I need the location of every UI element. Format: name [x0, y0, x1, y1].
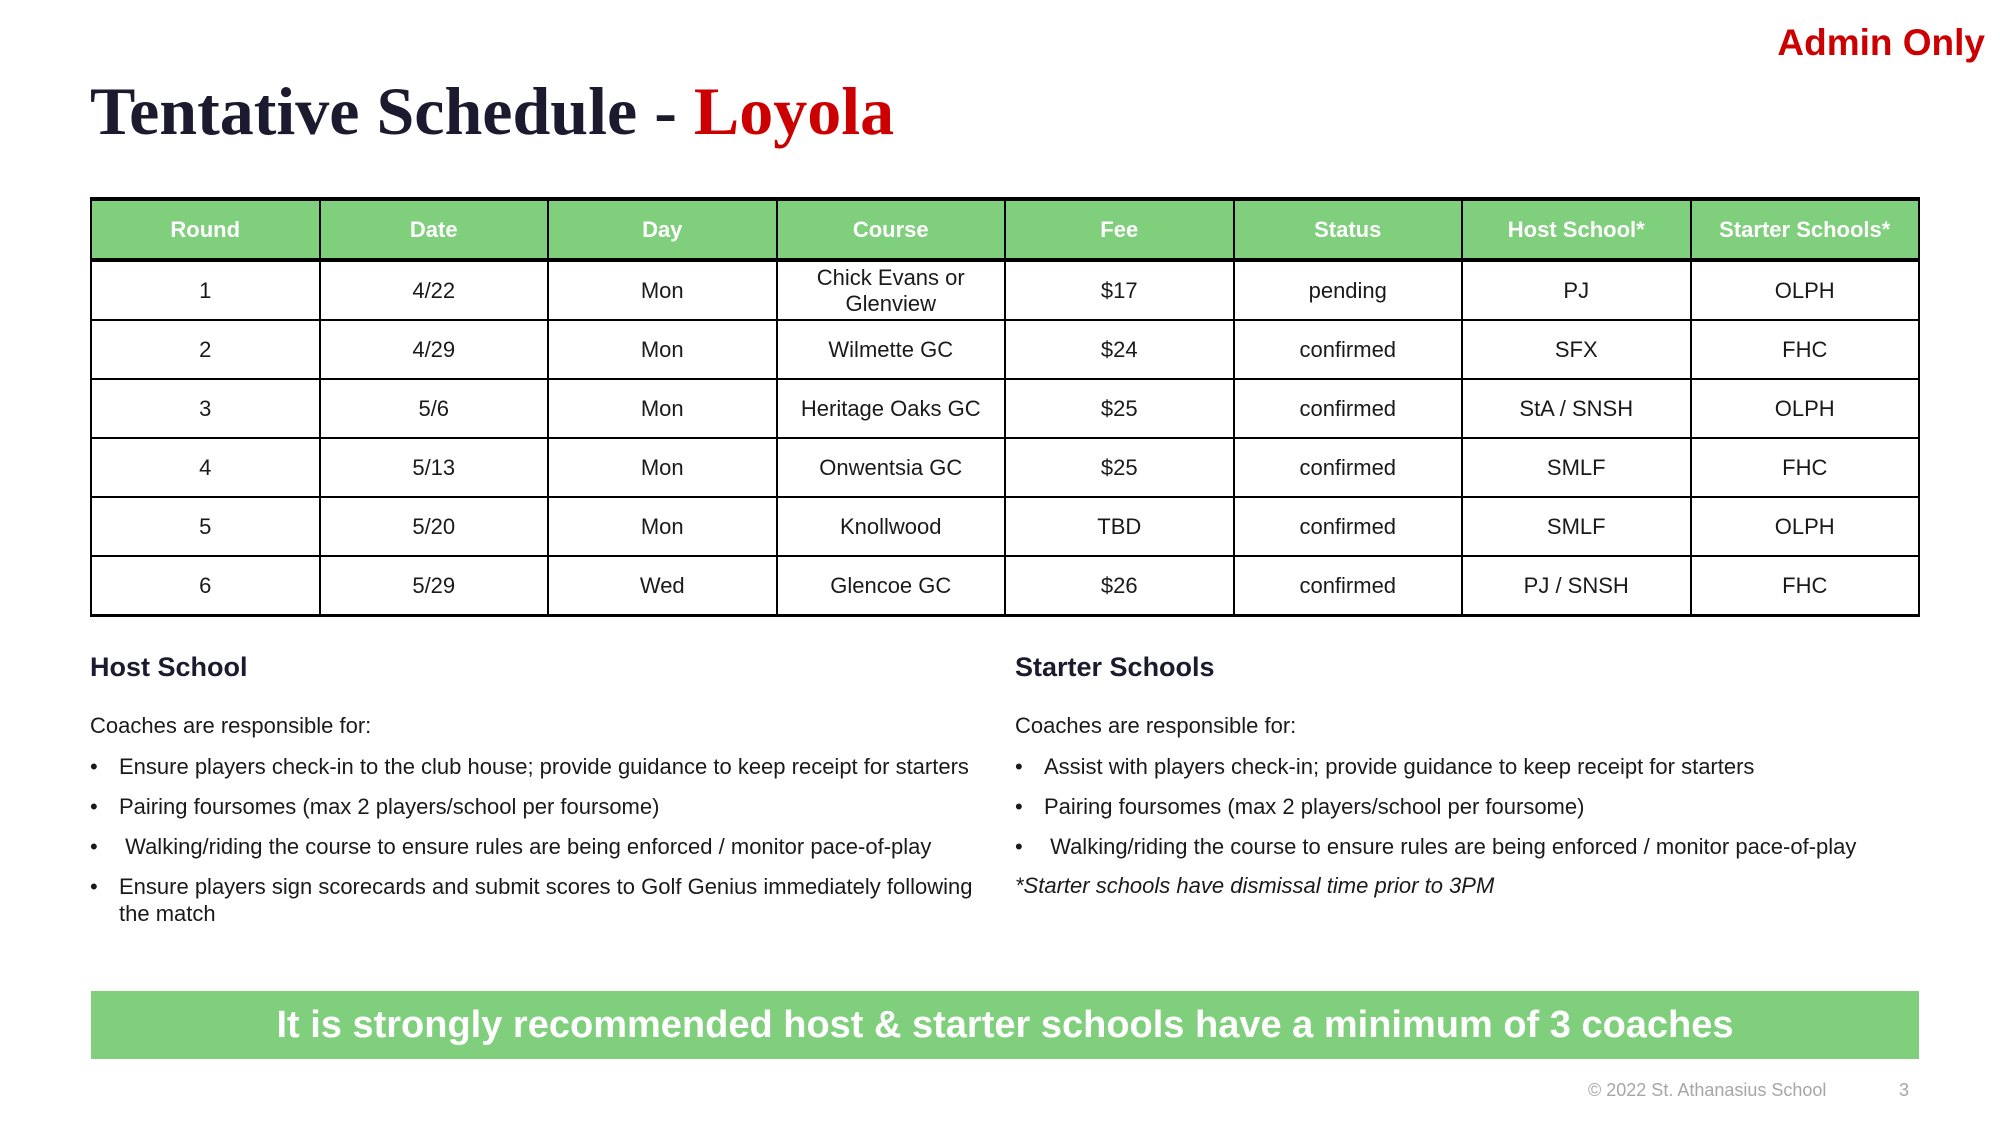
- host-school-section: [90, 652, 990, 940]
- list-item-text: Ensure players sign scorecards and submit scores to Golf Genius immediately following the match: [119, 874, 979, 926]
- list-item-text: Ensure players check-in to the club house; provide guidance to keep receipt for starters: [119, 754, 969, 779]
- list-item-text: Assist with players check-in; provide guidance to keep receipt for starters: [1044, 754, 1755, 779]
- table-cell: $26: [1005, 556, 1234, 616]
- table-cell: 5/13: [320, 438, 549, 497]
- column-header: Date: [320, 199, 549, 260]
- page-title: [90, 72, 894, 151]
- footer-copyright: © 2022 St. Athanasius School: [1588, 1080, 1827, 1100]
- schedule-table: [90, 197, 1920, 617]
- table-cell: Mon: [548, 260, 777, 320]
- page-number: 3: [1899, 1080, 1910, 1100]
- table-cell: TBD: [1005, 497, 1234, 556]
- table-cell: Mon: [548, 379, 777, 438]
- table-cell: PJ: [1462, 260, 1691, 320]
- host-school-list: [90, 753, 990, 927]
- starter-schools-list: [1015, 753, 1915, 860]
- table-cell: FHC: [1691, 556, 1920, 616]
- column-header: Starter Schools*: [1691, 199, 1920, 260]
- table-row: [91, 379, 1919, 438]
- list-item-text: Pairing foursomes (max 2 players/school per foursome): [119, 794, 660, 819]
- title-highlight: Loyola: [693, 73, 895, 149]
- table-cell: confirmed: [1234, 556, 1463, 616]
- table-cell: SMLF: [1462, 438, 1691, 497]
- bullet-icon: •: [90, 794, 98, 819]
- column-header: Status: [1234, 199, 1463, 260]
- admin-only-label: Admin Only: [1777, 22, 1985, 63]
- starter-schools-heading: Starter Schools: [1015, 652, 1215, 682]
- column-header: Course: [777, 199, 1006, 260]
- list-item: [1015, 833, 1915, 860]
- table-cell: FHC: [1691, 320, 1920, 379]
- list-item: [1015, 753, 1915, 780]
- table-cell: 2: [91, 320, 320, 379]
- column-header: Round: [91, 199, 320, 260]
- host-school-heading: Host School: [90, 652, 248, 682]
- table-cell: confirmed: [1234, 379, 1463, 438]
- table-cell: 4/22: [320, 260, 549, 320]
- host-school-intro: Coaches are responsible for:: [90, 713, 372, 738]
- bullet-icon: •: [1015, 754, 1023, 779]
- table-cell: 4: [91, 438, 320, 497]
- bullet-icon: •: [1015, 834, 1023, 859]
- table-cell: OLPH: [1691, 260, 1920, 320]
- list-item: [90, 833, 990, 860]
- list-item-text: Walking/riding the course to ensure rules are being enforced / monitor pace-of-play: [119, 834, 932, 859]
- list-item-text: Walking/riding the course to ensure rules are being enforced / monitor pace-of-play: [1044, 834, 1857, 859]
- table-cell: Mon: [548, 438, 777, 497]
- table-cell: 5: [91, 497, 320, 556]
- table-cell: SFX: [1462, 320, 1691, 379]
- table-cell: Wilmette GC: [777, 320, 1006, 379]
- recommendation-banner: It is strongly recommended host & starter schools have a minimum of 3 coaches: [91, 991, 1919, 1059]
- table-cell: Knollwood: [777, 497, 1006, 556]
- table-cell: $25: [1005, 438, 1234, 497]
- list-item: [90, 873, 990, 927]
- table-cell: FHC: [1691, 438, 1920, 497]
- table-cell: 5/29: [320, 556, 549, 616]
- bullet-icon: •: [90, 754, 98, 779]
- table-cell: 4/29: [320, 320, 549, 379]
- table-cell: $17: [1005, 260, 1234, 320]
- table-header-row: [91, 199, 1919, 260]
- table-cell: Mon: [548, 320, 777, 379]
- table-cell: pending: [1234, 260, 1463, 320]
- bullet-icon: •: [90, 874, 98, 899]
- table-cell: 5/20: [320, 497, 549, 556]
- table-cell: Onwentsia GC: [777, 438, 1006, 497]
- table-cell: PJ / SNSH: [1462, 556, 1691, 616]
- column-header: Host School*: [1462, 199, 1691, 260]
- list-item: [90, 793, 990, 820]
- bullet-icon: •: [1015, 794, 1023, 819]
- table-row: [91, 320, 1919, 379]
- table-row: [91, 497, 1919, 556]
- table-cell: OLPH: [1691, 379, 1920, 438]
- table-row: [91, 438, 1919, 497]
- table-cell: $25: [1005, 379, 1234, 438]
- list-item: [1015, 793, 1915, 820]
- table-cell: 5/6: [320, 379, 549, 438]
- table-cell: SMLF: [1462, 497, 1691, 556]
- table-cell: Mon: [548, 497, 777, 556]
- table-cell: confirmed: [1234, 320, 1463, 379]
- table-cell: StA / SNSH: [1462, 379, 1691, 438]
- column-header: Fee: [1005, 199, 1234, 260]
- list-item-text: Pairing foursomes (max 2 players/school per foursome): [1044, 794, 1585, 819]
- list-item: [90, 753, 990, 780]
- starter-note: *Starter schools have dismissal time prior to 3PM: [1015, 873, 1495, 898]
- table-cell: Glencoe GC: [777, 556, 1006, 616]
- title-main: Tentative Schedule -: [90, 73, 694, 149]
- table-cell: $24: [1005, 320, 1234, 379]
- table-cell: 6: [91, 556, 320, 616]
- table-row: [91, 260, 1919, 320]
- table-row: [91, 556, 1919, 616]
- table-cell: 3: [91, 379, 320, 438]
- starter-schools-section: [1015, 652, 1915, 913]
- table-cell: 1: [91, 260, 320, 320]
- table-cell: Wed: [548, 556, 777, 616]
- bullet-icon: •: [90, 834, 98, 859]
- column-header: Day: [548, 199, 777, 260]
- table-cell: confirmed: [1234, 438, 1463, 497]
- table-cell: OLPH: [1691, 497, 1920, 556]
- table-cell: Heritage Oaks GC: [777, 379, 1006, 438]
- table-cell: confirmed: [1234, 497, 1463, 556]
- starter-schools-intro: Coaches are responsible for:: [1015, 713, 1297, 738]
- table-cell: Chick Evans or Glenview: [777, 260, 1006, 320]
